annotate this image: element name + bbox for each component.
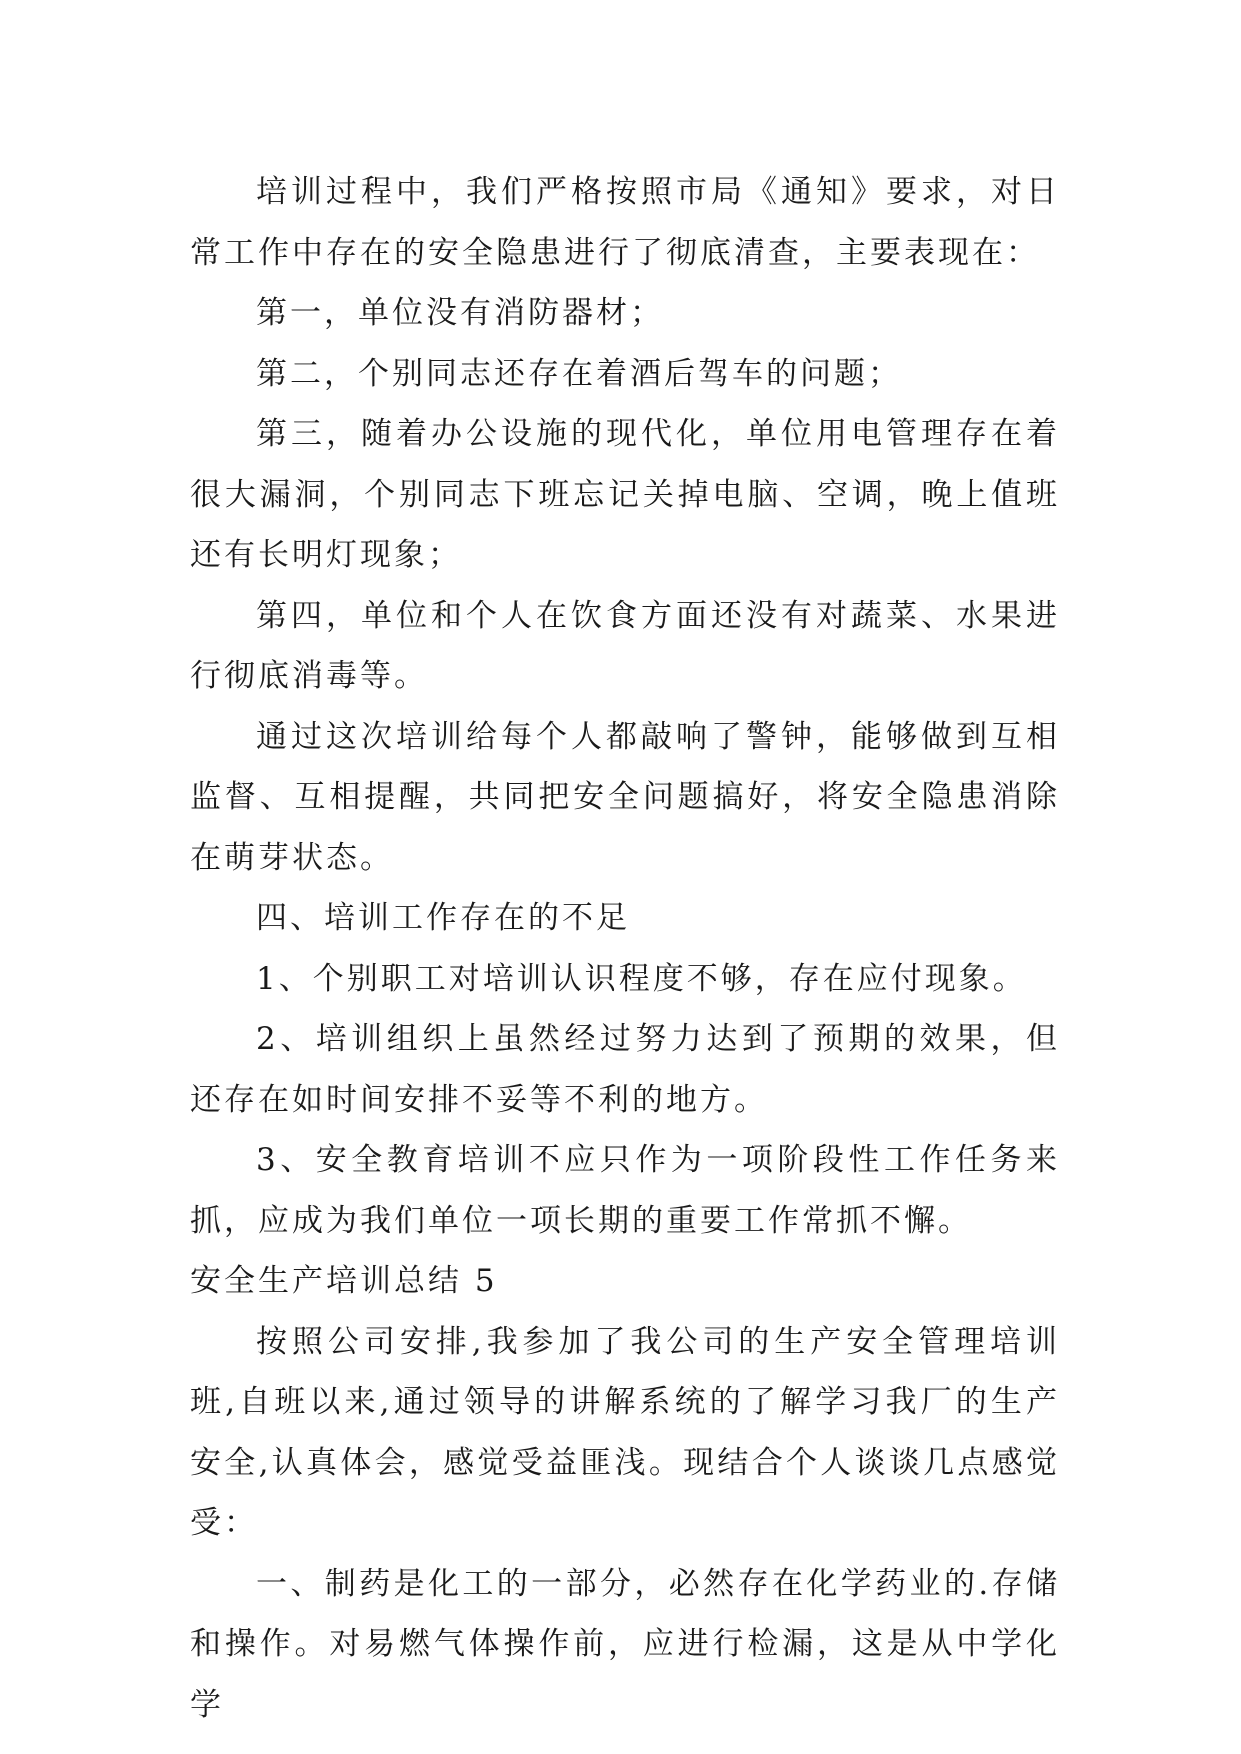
section-title-summary-5: 安全生产培训总结 5	[190, 1263, 498, 1299]
paragraph-item-third: 第三，随着办公设施的现代化，单位用电管理存在着很大漏洞，个别同志下班忘记关掉电脑、空调，晚上值班还有长明灯现象；	[190, 416, 1060, 573]
paragraph-pharma-chemical: 一、制药是化工的一部分，必然存在化学药业的.存储和操作。对易燃气体操作前，应进行检漏，这是从中学化学	[190, 1565, 1060, 1723]
section-heading-shortcomings: 四、培训工作存在的不足	[256, 900, 630, 936]
paragraph-shortcoming-1: 1、个别职工对培训认识程度不够，存在应付现象。	[256, 960, 1027, 997]
paragraph-shortcoming-2: 2、培训组织上虽然经过努力达到了预期的效果，但还存在如时间安排不妥等不利的地方。	[190, 1021, 1060, 1118]
paragraph-shortcoming-3: 3、安全教育培训不应只作为一项阶段性工作任务来抓，应成为我们单位一项长期的重要工作常抓不懈。	[190, 1142, 1060, 1239]
paragraph-warning-bell: 通过这次培训给每个人都敲响了警钟，能够做到互相监督、互相提醒，共同把安全问题搞好，将安全隐患消除在萌芽状态。	[190, 718, 1060, 876]
paragraph-item-second: 第二，个别同志还存在着酒后驾车的问题；	[256, 355, 902, 392]
document-body	[190, 162, 1060, 1735]
paragraph-item-fourth: 第四，单位和个人在饮食方面还没有对蔬菜、水果进行彻底消毒等。	[190, 597, 1060, 694]
paragraph-training-process: 培训过程中，我们严格按照市局《通知》要求，对日常工作中存在的安全隐患进行了彻底清查，主要表现在：	[190, 174, 1060, 271]
paragraph-company-arrangement: 按照公司安排,我参加了我公司的生产安全管理培训班,自班以来,通过领导的讲解系统的了解学习我厂的生产安全,认真体会，感觉受益匪浅。现结合个人谈谈几点感觉受：	[190, 1323, 1060, 1541]
paragraph-item-first: 第一，单位没有消防器材；	[256, 295, 664, 331]
